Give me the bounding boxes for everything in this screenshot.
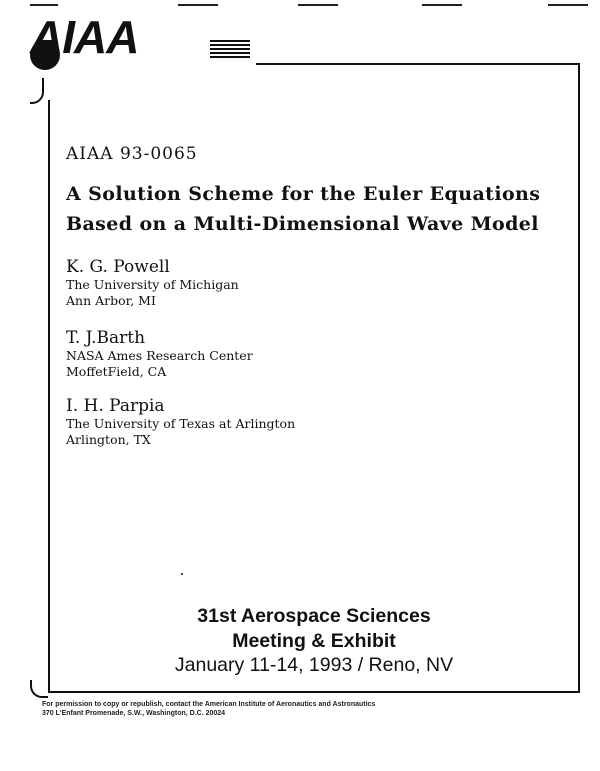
scan-speck [181, 573, 183, 575]
paper-title-line: Based on a Multi-Dimensional Wave Model [66, 213, 539, 235]
affiliation-institution: The University of Texas at Arlington [66, 416, 296, 431]
affiliation-location: MoffetField, CA [66, 364, 167, 379]
scan-mark [298, 4, 338, 6]
frame-curl-top [30, 78, 44, 104]
affiliation-institution: NASA Ames Research Center [66, 348, 253, 363]
report-number: AIAA 93-0065 [66, 144, 198, 164]
logo-stripes-icon [210, 40, 250, 60]
author-name: K. G. Powell [66, 257, 170, 277]
aiaa-logo: AIAA [30, 11, 139, 63]
permission-line: 370 L'Enfant Promenade, S.W., Washington, D.C. 20024 [42, 710, 226, 717]
affiliation-location: Ann Arbor, MI [66, 293, 156, 308]
author-name: T. J.Barth [66, 328, 146, 348]
permission-line: For permission to copy or republish, contact the American Institute of Aeronautics and Astronautics [42, 701, 376, 708]
author-affiliation [66, 416, 295, 448]
scan-mark [178, 4, 218, 6]
author-affiliation [66, 348, 253, 380]
scan-mark [422, 4, 462, 6]
affiliation-location: Arlington, TX [66, 432, 151, 447]
author-affiliation [66, 277, 239, 309]
paper-title-line: A Solution Scheme for the Euler Equations [66, 183, 541, 205]
frame-bottom-border [48, 691, 580, 693]
scan-mark [30, 4, 58, 6]
permission-notice [42, 700, 375, 718]
conference-name-line: Meeting & Exhibit [232, 630, 396, 652]
author-name: I. H. Parpia [66, 396, 165, 416]
affiliation-institution: The University of Michigan [66, 277, 239, 292]
conference-dates-location: January 11-14, 1993 / Reno, NV [174, 654, 454, 676]
conference-name-line: 31st Aerospace Sciences [197, 605, 431, 627]
frame-right-border [578, 63, 580, 693]
scan-mark [548, 4, 588, 6]
frame-curl-bottom [30, 680, 48, 698]
frame-top-border [256, 63, 580, 65]
